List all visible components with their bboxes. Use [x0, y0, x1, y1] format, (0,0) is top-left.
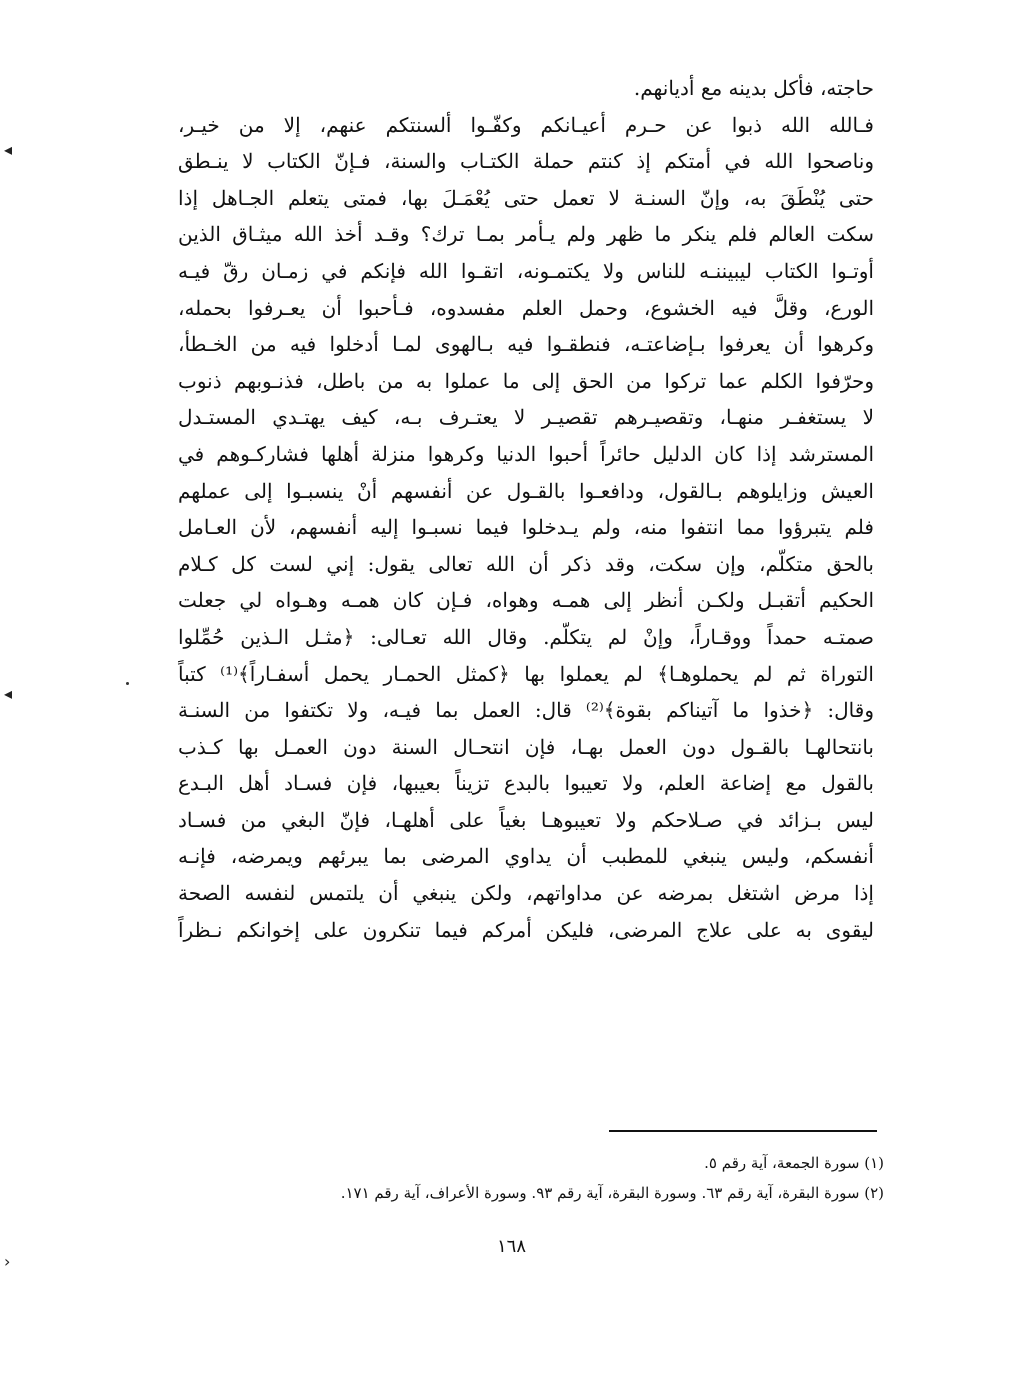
text-line-9: وحرّفوا الكلم عما تركوا من الحق إلى ما عملوا به من باطل، فذنـوبهم ذنوب: [178, 368, 874, 393]
text-line-3: وناصحوا الله في أمتكم إذ كنتم حملة الكتـاب والسنة، فـإنّ الكتاب لا ينـطق: [178, 149, 874, 174]
text-line-15: الحكيم أتقبـل ولكـن أنظر إلى همـه وهواه، فـإن كان همـه وهـواه لي جعلت: [178, 588, 874, 613]
text-line-19: بانتحالهـا بالقـول دون العمل بهـا، فإن انتحـال السنة دون العمـل بها كـذب: [178, 734, 874, 759]
text-line-1: حاجته، فأكل بدينه مع أديانهم.: [633, 76, 874, 100]
text-line-8: وكرهوا أن يعرفوا بـإضاعتـه، فنطقـوا فيه بـالهوى لمـا أدخلوا فيه من الخـطأ،: [178, 332, 874, 357]
main-text: [178, 70, 874, 948]
text-line-13: فلم يتبرؤوا مما انتفوا منه، ولم يـدخلوا فيما نسبـوا إليه أنفسهم، لأن العـامل: [178, 515, 874, 540]
margin-mark-icon: ◂: [4, 140, 13, 159]
text-line-6: أوتـوا الكتاب ليبيننـه للناس ولا يكتمـونه، اتقـوا الله فإنكم في زمـان رقّ فيـه: [178, 258, 874, 283]
scan-speck: [126, 682, 129, 685]
text-line-7: الورع، وقلَّ فيه الخشوع، وحمل العلم مفسدوه، فـأحبوا أن يعـرفوا بحمله،: [178, 295, 874, 320]
text-line-21: ليس بـزائد في صـلاحكم ولا تعيبوهـا بغياً على أهلهـا، فإنّ البغي من فسـاد: [178, 807, 874, 832]
text-line-12: العيش وزايلوهم بـالقول، ودافعـوا بالقـول عن أنفسهم أنْ ينسبـوا إلى عملهم: [178, 478, 874, 503]
text-line-11: المسترشد إذا كان الدليل حائراً أحبوا الدنيا وكرهوا منزلة أهلها فشاركـوهم في: [178, 441, 874, 466]
page-number: ١٦٨: [496, 1236, 526, 1257]
text-line-14: بالحق متكلّم، وإن سكت، وقد ذكر أن الله تعالى يقول: إني لست كل كـلام: [178, 551, 874, 576]
text-line-5: سكت العالم فلم ينكر ما ظهر ولم يـأمر بمـا ترك؟ وقـد أخذ الله ميثـاق الذين: [178, 222, 874, 247]
footnotes: [178, 1148, 884, 1208]
text-line-10: لا يستغفـر منهـا، وتقصيـرهم تقصيـر لا يعتـرف بـه، كيف يهتـدي المستـدل: [178, 405, 874, 430]
text-line-20: بالقول مع إضاعة العلم، ولا تعيبوا بالبدع تزيناً بعيبها، فإن فسـاد أهل البـدع: [178, 771, 874, 796]
text-line-17: التوراة ثم لم يحملوهـا﴾ لم يعملوا بها ﴿كمثل الحمـار يحمل أسفـاراً﴾⁽¹⁾ كتباً: [178, 661, 874, 686]
text-line-4: حتى يُنْطَقَ به، وإنّ السنـة لا تعمل حتى يُعْمَـلَ بها، فمتى يتعلم الجـاهل إذا: [178, 185, 874, 210]
text-line-18: وقال: ﴿خذوا ما آتيناكم بقوة﴾⁽²⁾ قال: العمل بما فيـه، ولا تكتفوا من السنـة: [178, 698, 874, 723]
text-line-16: صمتـه حمداً ووقـاراً، وإنْ لم يتكلّم. وقال الله تعـالى: ﴿مثـل الـذين حُمِّلوا: [178, 624, 874, 649]
footnote-2: (٢) سورة البقرة، آية رقم ٦٣. وسورة البقرة، آية رقم ٩٣. وسورة الأعراف، آية رقم ١٧١.: [340, 1184, 884, 1202]
margin-mark-icon: ◂: [4, 684, 13, 703]
footnote-1: (١) سورة الجمعة، آية رقم ٥.: [704, 1154, 884, 1172]
text-line-22: أنفسكم، وليس ينبغي للمطبب أن يداوي المرضى بما يبرئهم ويمرضه، فإنـه: [178, 844, 874, 869]
text-line-23: إذا مرض اشتغل بمرضه عن مداواتهم، ولكن ينبغي أن يلتمس لنفسه الصحة: [178, 881, 874, 906]
margin-mark-icon: ‹: [4, 1252, 11, 1271]
text-line-24: ليقوى به على علاج المرضى، فليكن أمركم فيما تنكرون على إخوانكم نـظراً: [178, 917, 874, 942]
text-line-2: فـالله الله ذبوا عن حـرم أعيـانكم وكفّـوا ألسنتكم عنهم، إلا من خيـر،: [178, 112, 874, 137]
footnote-divider: [609, 1130, 877, 1132]
